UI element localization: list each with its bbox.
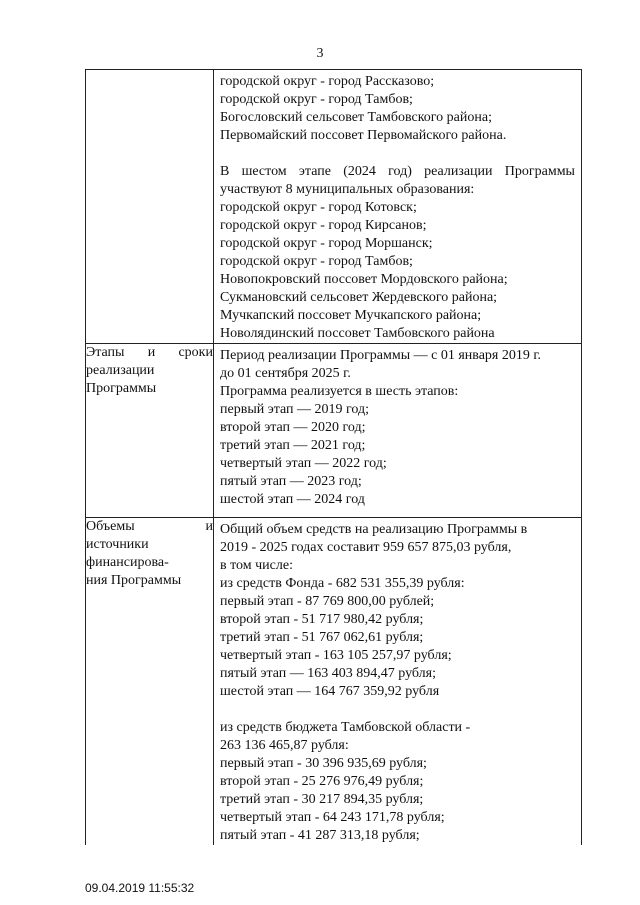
- text-line: Период реализации Программы — с 01 января 2019 г.: [220, 348, 542, 363]
- row-label-cell: [86, 344, 214, 518]
- text-line: третий этап - 51 767 062,61 рубля;: [220, 630, 424, 645]
- text-line: В шестом этапе (2024 год) реализации Программы: [220, 164, 575, 179]
- label-line: реализации: [86, 363, 155, 378]
- text-line: первый этап - 30 396 935,69 рубля;: [220, 756, 427, 771]
- text-line: Программа реализуется в шесть этапов:: [220, 384, 459, 399]
- text-line: до 01 сентября 2025 г.: [220, 366, 351, 381]
- row-content-cell: [214, 70, 582, 344]
- text-line: второй этап - 51 717 980,42 рубля;: [220, 612, 424, 627]
- text-line: Первомайский поссовет Первомайского района.: [220, 128, 507, 143]
- row-content-cell: [214, 344, 582, 518]
- text-line: четвертый этап - 64 243 171,78 рубля;: [220, 810, 445, 825]
- text-line: 2019 - 2025 годах составит 959 657 875,03 рубля,: [220, 540, 512, 555]
- text-line: городской округ - город Котовск;: [220, 200, 417, 215]
- text-line: городской округ - город Рассказово;: [220, 74, 435, 89]
- text-line: четвертый этап — 2022 год;: [220, 456, 387, 471]
- text-line: первый этап — 2019 год;: [220, 402, 370, 417]
- page-number: 3: [316, 46, 324, 61]
- text-line: 263 136 465,87 рубля:: [220, 738, 349, 753]
- text-line: участвуют 8 муниципальных образования:: [220, 182, 475, 197]
- text-line: Мучкапский поссовет Мучкапского района;: [220, 308, 482, 323]
- text-line: Общий объем средств на реализацию Программы в: [220, 522, 528, 537]
- text-line: городской округ - город Кирсанов;: [220, 218, 427, 233]
- table-row: [86, 344, 582, 518]
- table-row: [86, 70, 582, 344]
- text-line: пятый этап - 41 287 313,18 рубля;: [220, 828, 420, 843]
- text-line: третий этап - 30 217 894,35 рубля;: [220, 792, 424, 807]
- text-line: из средств Фонда - 682 531 355,39 рубля:: [220, 576, 465, 591]
- text-line: Сукмановский сельсовет Жердевского района;: [220, 290, 498, 305]
- footer-timestamp: 09.04.2019 11:55:32: [85, 881, 195, 895]
- text-line: Богословский сельсовет Тамбовского района;: [220, 110, 492, 125]
- row-label-cell: [86, 518, 214, 846]
- text-line: из средств бюджета Тамбовской области -: [220, 720, 471, 735]
- text-line: Новолядинский поссовет Тамбовского района: [220, 326, 495, 341]
- label-line: источники: [86, 537, 149, 552]
- row-label-cell: [86, 70, 214, 344]
- text-line: первый этап - 87 769 800,00 рублей;: [220, 594, 435, 609]
- text-line: в том числе:: [220, 558, 293, 573]
- text-line: шестой этап — 2024 год: [220, 492, 365, 507]
- text-line: пятый этап — 163 403 894,47 рубля;: [220, 666, 436, 681]
- label-line: Объемы и: [86, 519, 213, 534]
- row-content-cell: [214, 518, 582, 846]
- text-line: городской округ - город Тамбов;: [220, 92, 413, 107]
- text-line: шестой этап — 164 767 359,92 рубля: [220, 684, 440, 699]
- program-passport-table: [85, 69, 582, 845]
- text-line: городской округ - город Тамбов;: [220, 254, 413, 269]
- label-line: Этапы и сроки: [86, 345, 213, 360]
- table-row: [86, 518, 582, 846]
- text-line: четвертый этап - 163 105 257,97 рубля;: [220, 648, 452, 663]
- text-line: городской округ - город Моршанск;: [220, 236, 433, 251]
- text-line: третий этап — 2021 год;: [220, 438, 366, 453]
- text-line: пятый этап — 2023 год;: [220, 474, 362, 489]
- text-line: Новопокровский поссовет Мордовского района;: [220, 272, 508, 287]
- text-line: второй этап - 25 276 976,49 рубля;: [220, 774, 424, 789]
- label-line: финансирова-: [86, 555, 169, 570]
- label-line: Программы: [86, 381, 157, 396]
- label-line: ния Программы: [86, 573, 182, 588]
- text-line: второй этап — 2020 год;: [220, 420, 366, 435]
